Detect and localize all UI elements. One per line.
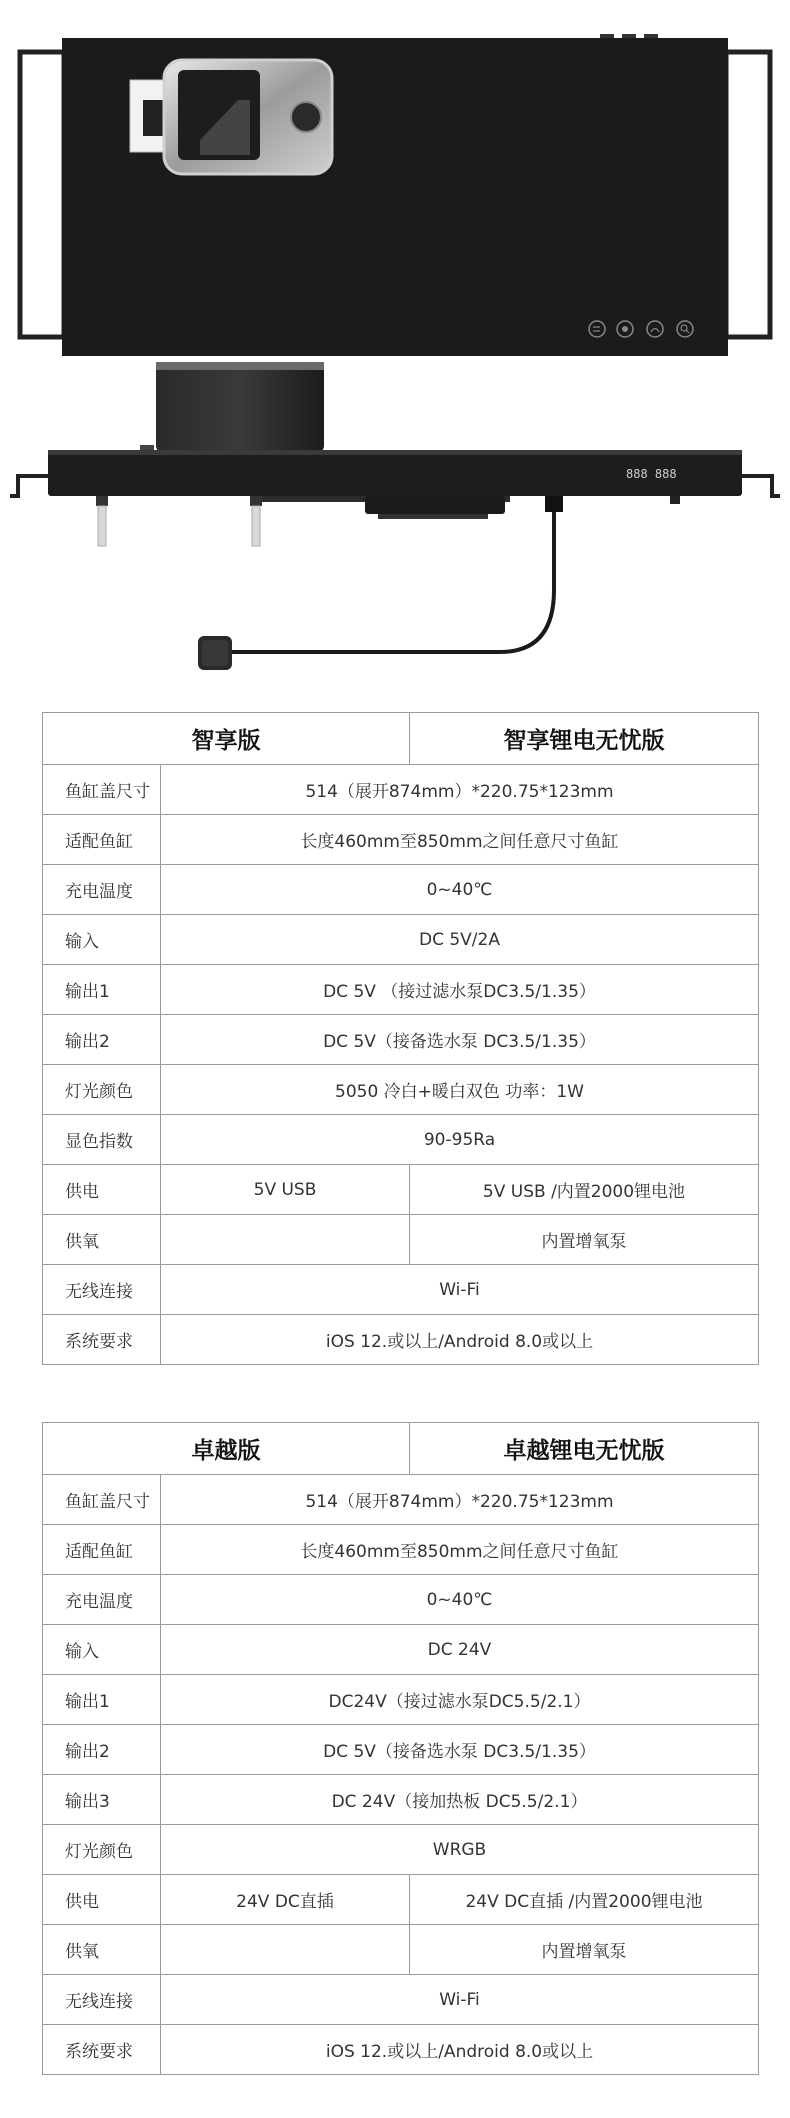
row-value: DC 5V/2A xyxy=(161,915,759,965)
row-label: 鱼缸盖尺寸 xyxy=(43,1475,161,1525)
header-edition-smart: 智享版 xyxy=(43,713,410,765)
heater-panel xyxy=(365,496,505,514)
row-label: 输出2 xyxy=(43,1725,161,1775)
row-label: 输入 xyxy=(43,915,161,965)
row-value-left xyxy=(161,1215,410,1265)
row-value-right: 内置增氧泵 xyxy=(410,1925,759,1975)
row-label: 供电 xyxy=(43,1165,161,1215)
row-label: 充电温度 xyxy=(43,1575,161,1625)
row-value: DC 5V（接备选水泵 DC3.5/1.35） xyxy=(161,1015,759,1065)
row-value: iOS 12.或以上/Android 8.0或以上 xyxy=(161,2025,759,2075)
row-value: 514（展开874mm）*220.75*123mm xyxy=(161,765,759,815)
row-label: 适配鱼缸 xyxy=(43,815,161,865)
row-value-right: 24V DC直插 /内置2000锂电池 xyxy=(410,1875,759,1925)
air-tube xyxy=(224,512,554,652)
feeder-box xyxy=(156,362,324,452)
air-stone-sponge xyxy=(198,636,232,670)
row-value: DC 24V（接加热板 DC5.5/2.1） xyxy=(161,1775,759,1825)
row-label: 系统要求 xyxy=(43,2025,161,2075)
row-label: 灯光颜色 xyxy=(43,1825,161,1875)
row-value: Wi-Fi xyxy=(161,1265,759,1315)
header-edition-premium-battery: 卓越锂电无忧版 xyxy=(410,1423,759,1475)
row-label: 供氧 xyxy=(43,1925,161,1975)
row-value: WRGB xyxy=(161,1825,759,1875)
row-value-right: 5V USB /内置2000锂电池 xyxy=(410,1165,759,1215)
row-value: 长度460mm至850mm之间任意尺寸鱼缸 xyxy=(161,1525,759,1575)
row-value-left: 5V USB xyxy=(161,1165,410,1215)
row-label: 显色指数 xyxy=(43,1115,161,1165)
row-value: Wi-Fi xyxy=(161,1975,759,2025)
row-label: 输入 xyxy=(43,1625,161,1675)
row-value: DC 5V （接过滤水泵DC3.5/1.35） xyxy=(161,965,759,1015)
row-label: 输出1 xyxy=(43,965,161,1015)
spec-table-premium xyxy=(42,1422,759,2075)
side-handle-left xyxy=(20,52,64,337)
row-label: 无线连接 xyxy=(43,1975,161,2025)
row-value: 0~40℃ xyxy=(161,1575,759,1625)
mount-clip-left xyxy=(96,496,262,546)
row-value: DC 24V xyxy=(161,1625,759,1675)
row-value: 0~40℃ xyxy=(161,865,759,915)
product-illustration xyxy=(0,0,790,700)
row-value-left xyxy=(161,1925,410,1975)
row-label: 输出1 xyxy=(43,1675,161,1725)
row-value: 5050 冷白+暖白双色 功率：1W xyxy=(161,1065,759,1115)
row-value: DC24V（接过滤水泵DC5.5/2.1） xyxy=(161,1675,759,1725)
row-label: 输出3 xyxy=(43,1775,161,1825)
row-label: 充电温度 xyxy=(43,865,161,915)
row-value: 长度460mm至850mm之间任意尺寸鱼缸 xyxy=(161,815,759,865)
row-label: 供电 xyxy=(43,1875,161,1925)
row-value: DC 5V（接备选水泵 DC3.5/1.35） xyxy=(161,1725,759,1775)
row-value: 514（展开874mm）*220.75*123mm xyxy=(161,1475,759,1525)
row-label: 适配鱼缸 xyxy=(43,1525,161,1575)
row-label: 灯光颜色 xyxy=(43,1065,161,1115)
row-label: 供氧 xyxy=(43,1215,161,1265)
header-edition-smart-battery: 智享锂电无忧版 xyxy=(410,713,759,765)
row-label: 鱼缸盖尺寸 xyxy=(43,765,161,815)
display-readout: 888 888 xyxy=(626,467,677,481)
row-label: 无线连接 xyxy=(43,1265,161,1315)
row-value-right: 内置增氧泵 xyxy=(410,1215,759,1265)
row-value: iOS 12.或以上/Android 8.0或以上 xyxy=(161,1315,759,1365)
row-label: 输出2 xyxy=(43,1015,161,1065)
spec-table-smart xyxy=(42,712,759,1365)
row-label: 系统要求 xyxy=(43,1315,161,1365)
row-value: 90-95Ra xyxy=(161,1115,759,1165)
row-value-left: 24V DC直插 xyxy=(161,1875,410,1925)
side-handle-right xyxy=(726,52,770,337)
header-edition-premium: 卓越版 xyxy=(43,1423,410,1475)
